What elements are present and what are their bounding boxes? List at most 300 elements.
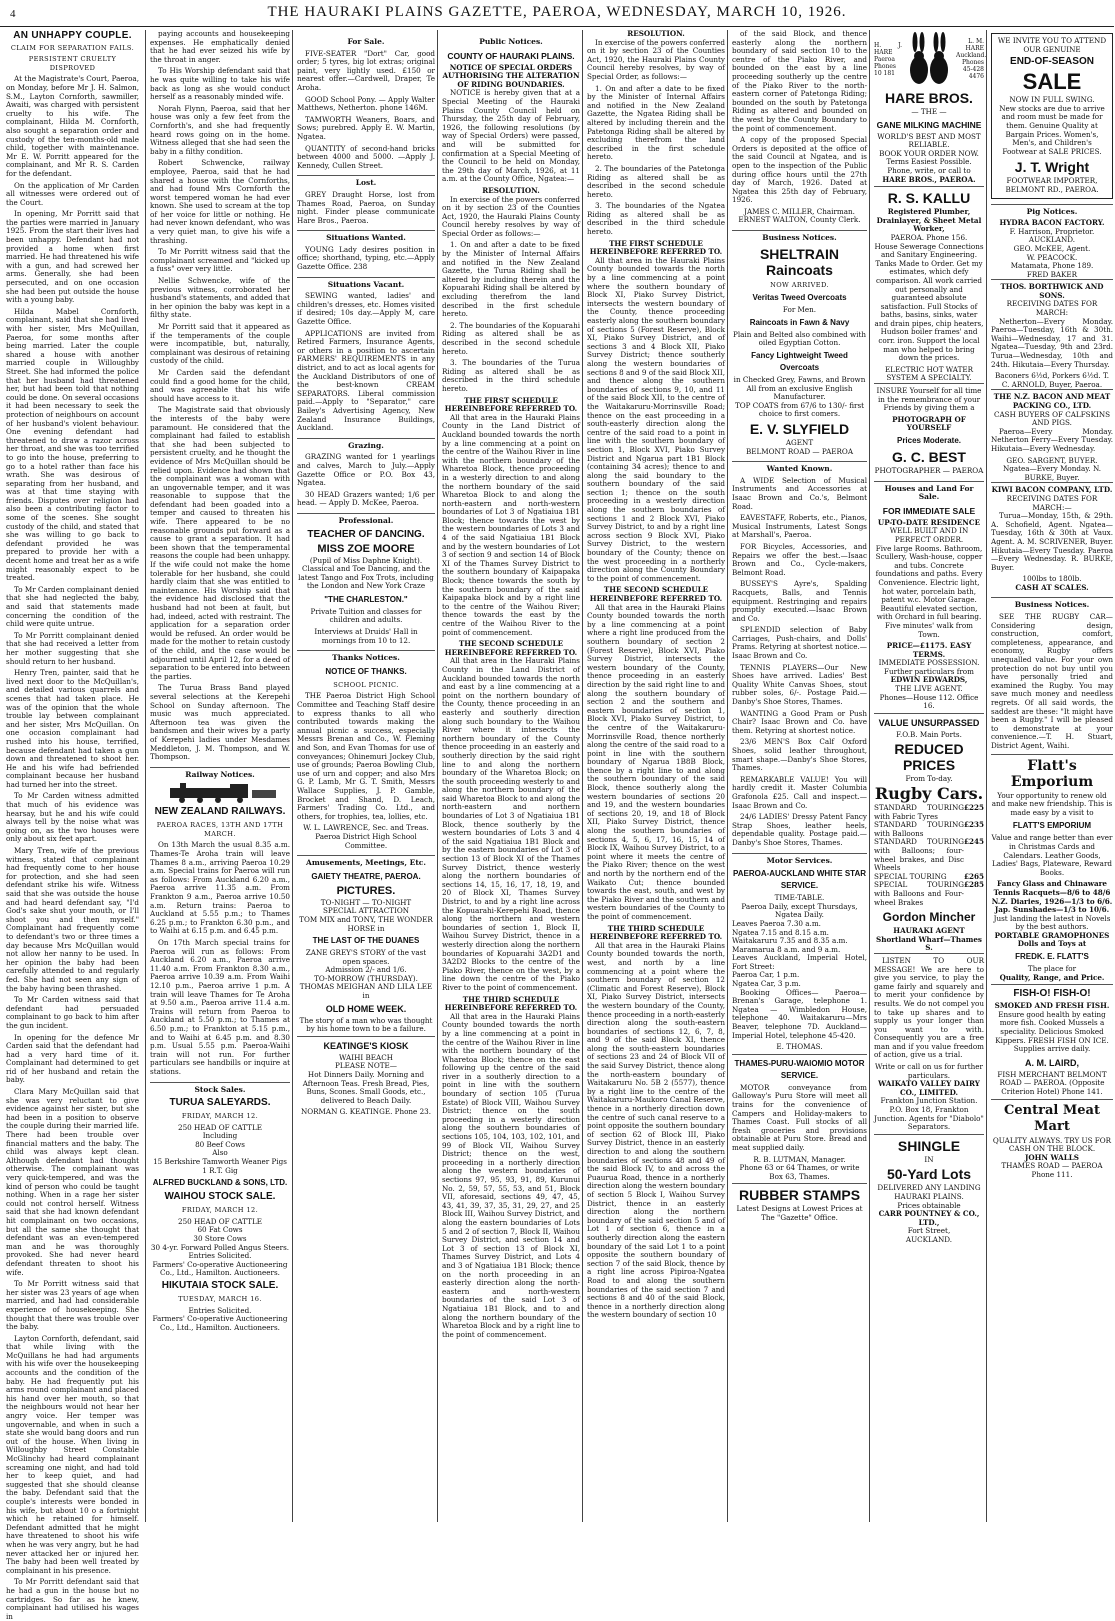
article-paragraph: To Mr Porritt witness said that her sister was 23 years of age when married, and had had considerable experience of housekeeping. She thought that there was trouble over the baby. <box>6 1279 139 1332</box>
list-item: Entries Solicited. <box>188 1251 252 1261</box>
reduced-prices: REDUCED PRICES <box>894 741 964 774</box>
sargent: GEO. SARGENT, BUYER. <box>1006 455 1098 465</box>
hare-left: H. J. HARE Paeroa Phones 10 181 <box>874 41 902 77</box>
frankton: Frankton Junction Station. P.O. Box 18, Frankton Junction. Agents for "Diabolo" Separators. <box>874 1096 984 1132</box>
live-agent: THE LIVE AGENT. <box>895 684 963 694</box>
notice-paragraph: All that area in the Hauraki Plains County in the Land District of Auckland bounded towards the north by a line commencing at a point on the centre of the Waihou River in line with the northern boundary of the Wharetoa Block, thence proceeding in a westerly direction to and along the northern boundary of the said Wharetoa Block to and along the north-eastern and north-western boundaries of Lot 3 of Ngatiaiua 1B1 Block; thence towards the west by the western boundaries of Lots 3 and 4 of the said Ngatiaiua 1B1 Block and by the western boundaries of Lot 3 of section 9 and section 14 of Block XI of the Thames Survey District to the southern boundary of Kaipapaka Block; thence towards the south by the southern boundary of the said Kaipapaka block and by a right line to the centre of the Waihou River; thence towards the east by the centre of the Waihou River to the point of commencement. <box>442 412 580 637</box>
kiwi: KIWI BACON COMPANY, LTD. <box>991 482 1113 495</box>
list-item: Maramarua 8 a.m. and 9 a.m. <box>732 944 841 954</box>
white-star-title: PAEROA-AUCKLAND WHITE STAR SERVICE. <box>732 869 867 891</box>
invite: WE INVITE YOU TO ATTEND OUR GENUINE <box>997 36 1107 54</box>
tomorrow: TO-MORROW (THURSDAY). <box>314 973 418 983</box>
ngatea-burke: Ngatea—Every Monday. N. BURKE, Buyer. <box>1002 464 1102 482</box>
film-description: The story of a man who was thought by his home town to be a failure. <box>299 1015 433 1034</box>
classified-ad: TAMWORTH Weaners, Boars, and Sows; purebred. Apply E. W. Martin, Ngatea. <box>297 114 435 141</box>
mincher-name: Gordon Mincher <box>882 910 976 925</box>
notice-heading: THE SECOND SCHEDULE HEREINBEFORE REFERRED TO. <box>444 639 578 657</box>
notice-paragraph: 2. The boundaries of the Kopuarahi Riding as altered shall be as described in the second schedule hereto. <box>442 320 580 356</box>
locomotive-icon <box>160 782 280 804</box>
railway-title: NEW ZEALAND RAILWAYS. <box>154 806 286 818</box>
thanks-title: NOTICE OF THANKS. <box>325 666 407 676</box>
notice-paragraph: 3. The boundaries of the Turua Riding as altered shall be as described in the third schedule hereto. <box>442 358 580 393</box>
shingle: SHINGLE <box>874 1134 984 1154</box>
section-wanted-known: Wanted Known. <box>732 461 867 474</box>
price-value: £265 <box>963 871 984 881</box>
auckland: AUCKLAND. <box>905 1234 953 1244</box>
article-paragraph: Clara Mary McQuillan said that she was very reluctant to give evidence against her sister, but she had been in a position to observe the couple during their married life. There had been trouble over financial matters and the baby. The child was always kept clean. Although defendant had thought otherwise. The complainant was very quick-tempered, and was the kind of person who could be taught nothing. When in a rage her sister could not control herself. Witness said that she had known defendant hit complainant on two occasions, but all the same she thought that defendant was an even-tempered man and he was thoroughly provoked. She had never heard defendant threaten to shoot his wife. <box>6 1087 139 1277</box>
classified-ad: EAVESTAFF, Roberts, etc., Pianos, Musical Instruments, Latest Songs at Marshall's, Paeroa. <box>732 513 867 540</box>
admission: Admission 2/- and 1/6. <box>325 965 407 975</box>
column-unhappy-couple <box>6 30 143 1621</box>
article-paragraph: At the Magistrate's Court, Paeroa, on Monday, before Mr J. H. Salmon, S.M., Layton Cornforth, sawmiller, Awaiti, was charged with persistent cruelty to his wife. The complainant, Hilda M. Cornforth, also sought a separation order and custody of the ten-months-old male child, together with maintenance. Mr E. W. Porritt appeared for the complainant, and Mr R. S. Carden for the defendant. <box>6 74 139 178</box>
article-paragraph: Henry Tren, painter, said that he lived next door to the McQuillan's, and detailed various quarrels and scenes that had taken place. He was of the opinion that the whole trouble lay between complainant and her sister, Mrs McQuillan. On one occasion complainant had rushed into his house, terrified, because defendant had taken a gun down and threatened to shoot her. He and his wife had befriended complainant because her husband had turned her into the street. <box>6 668 139 789</box>
article-paragraph: In opening for the defence Mr Carden said that the defendant had had a very hard time of it. Complainant had determined to get rid of her husband and retain the baby. <box>6 1032 139 1085</box>
mincher-sub: HAURAKI AGENT Shortland Wharf—Thames S. <box>876 926 982 953</box>
section-public-notices: Public Notices. <box>479 37 543 46</box>
kiwi-dates: Turua—Monday, 15th, & 29th. A. Schofield, Agent. Ngatea— Tuesday, 16th & 30th at Vaux. Agent. A. M. SCRIVENER, Buyer. Hikutaia—Every Tuesday. Paeroa—Every Wednesday. R. BURKE, Buyer. <box>991 511 1113 572</box>
immediate-sale: FOR IMMEDIATE SALE <box>882 505 976 516</box>
notice-paragraph: All that area in the Hauraki Plains County in the Land District of Auckland bounded towards the north and east by a line commencing at a point on the northern boundary of the County, thence proceeding in an easterly and southerly direction along such boundary to the Waihou River where it intersects the northern boundary of the County thence proceeding in an easterly and southerly direction by the said right line to and along the northern boundary of the Wharetoa Block; on the south proceeding westerly to and along the northern boundary of the said Wharetoa Block to and along the north-eastern and northern boundaries of Lot 3 of Ngatiaiua 1B1 Block, thence southerly by the western boundaries of Lots 3 and 4 of the said Ngatiaiua 1B1 Block and by the eastern boundaries of Lot 3 of section 13 of Block XI of the Thames Survey District, thence westerly along the northern boundaries of sections 14, 15, 16, 17, 18, 19, and 20 of Block XI, Thames Survey District, to and by a right line across the Kopuarahi-Kerepehi Road, thence along the northern and western boundaries of section 1, Block II, Waihou Survey District, thence in a westerly direction along the northern boundaries of Kopuarahi 3A2D1 and 3A2D2 Blocks to the centre of the Piako River, thence on the west, by a line down the centre of the Piako River to the point of commencement. <box>442 656 580 992</box>
hikutaia-entries: Entries Solicited. <box>188 1305 252 1315</box>
waihou-date: FRIDAY, MARCH 12. <box>181 1206 259 1215</box>
article-paragraph: To Mr Carden witness admitted that much of his evidence was hearsay, but he and his wife could always tell by the noise what was going on, as the two houses were only about six feet apart. <box>6 791 139 844</box>
price-label: SPECIAL TOURING <box>874 871 947 881</box>
classified-ad: 30 HEAD Grazers wanted; 1/6 per head. — Apply D. McKee, Paeroa. <box>297 489 435 508</box>
classified-ad: TENNIS PLAYERS—Our New Shoes have arrived. Ladies' Best Quality White Canvas Shoes, stout rubber soles, 6/-. Postage Paid.—Danby's Shoe Stores, Thames. <box>732 662 867 707</box>
now-arrived: NOW ARRIVED. <box>770 280 829 289</box>
column-seven <box>869 30 988 1522</box>
sale-title: SALE <box>1022 69 1082 95</box>
best-name: G. C. BEST <box>892 449 966 465</box>
railway-subtitle: PAEROA RACES, 13TH AND 17TH MARCH. <box>156 821 284 838</box>
notice-heading: THE FIRST SCHEDULE HEREINBEFORE REFERRED TO. <box>444 395 578 414</box>
section-stock-sales: Stock Sales. <box>150 1082 290 1095</box>
kiosk-text: Hot Dinners Daily. Morning and Afternoon Teas. Fresh Bread, Pies, Buns, Scones. Small Goods, etc., delivered to Beach Daily. <box>302 1070 430 1105</box>
classified-ad: GOOD School Pony. — Apply Walter Matthews, Netherton. phone 146M. <box>297 94 435 113</box>
for-men: For Men. <box>782 305 817 315</box>
topcoats: TOP COATS from 67/6 to 130/- first choice to first comers. <box>734 400 865 419</box>
flatt-text: Your opportunity to renew old and make new friendship. This is made easy by a visit to <box>991 790 1113 817</box>
classified-ad: SEWING wanted, ladies' and children's dresses, etc. Homes visited if desired; 10s day.—Apply M, care Gazette Office. <box>297 291 435 327</box>
electric-hot-water: ELECTRIC HOT WATER SYSTEM A SPECIALTY. <box>884 364 974 383</box>
booking-offices: Booking Offices— Paeroa—Brenan's Garage, telephone 1. Ngatea — Wimbledon House, telephone 40. Waitakaruru—Mrs Beaver, telephone 7D. Auckland—Imperial Hotel, telephone 45-420. <box>732 987 867 1040</box>
notice-title: NOTICE OF SPECIAL ORDERS AUTHORISING THE ALTERATION OF RIDING BOUNDARIES. <box>442 62 580 89</box>
article-paragraph: To Mr Porritt complainant denied that she had received a letter from her mother suggesting that she should return to her husband. <box>6 630 139 666</box>
quality: Quality, Range, and Price. <box>999 972 1105 982</box>
thanks-text: THE Paeroa District High School Committee and Teaching Staff desire to express thanks to all who contributed towards making the annual picnic a success, especially Messrs Brenan and Co., W. Fleming and Son, and Evan Thomas for use of conveyances; Ohinemuri Jockey Club, use of grounds; Paeroa Bowling Club, use of urn and copper; and also Mrs G. P. Lamb, Mr G. T. Smith, Messrs Wallace Supplies, J. P. Gamble, Brocket and Shand, D. Leach, Farmers' Trading Co. Ltd., and others, for trophies, tea, lollies, etc. <box>297 691 435 821</box>
section-motor-services: Motor Services. <box>732 853 867 866</box>
house-text: Five large Rooms. Bathroom, Scullery, Wash-house, copper and tubs. Concrete foundations and paths. Every Convenience. Electric light, hot water, porcelain bath, patent w.c. Motor Garage. Beautiful elevated section, with Orchard in full bearing. Five minutes' walk from Town. <box>875 543 983 639</box>
slyfield-name: E. V. SLYFIELD <box>749 421 850 437</box>
place: The place for <box>1027 964 1077 974</box>
farmers-auctioneers: Farmers' Co-operative Auctioneering Co., Ltd., Hamilton. Auctioneers. <box>152 1314 288 1332</box>
notice-heading: THE THIRD SCHEDULE HEREINBEFORE REFERRED TO. <box>589 923 723 942</box>
subhead-claim: CLAIM FOR SEPARATION FAILS. <box>10 43 135 52</box>
dance-teacher-name: MISS ZOE MOORE <box>317 542 415 555</box>
list-item: 1 R.T. Gig <box>202 1165 238 1175</box>
section-situations-vacant: Situations Vacant. <box>297 277 435 290</box>
price-row <box>874 804 984 821</box>
thames-road: THAMES ROAD — PAEROA Phone 111. <box>1001 1161 1103 1179</box>
worlds-best: WORLD'S BEST AND MOST RELIABLE. <box>877 131 981 150</box>
fob: F.O.B. Main Ports. <box>896 729 962 739</box>
kiosk-title: KEATINGE'S KIOSK <box>297 1036 435 1052</box>
classified-ad: YOUNG Lady desires position in office; shorthand, typing, etc.—Apply Gazette Office. 238 <box>297 244 435 272</box>
list-item: 60 Fat Cows <box>197 1225 243 1235</box>
signature-clerk: ERNEST WALTON, County Clerk. <box>738 215 861 225</box>
masthead <box>0 0 1114 27</box>
gane-title: GANE MILKING MACHINE <box>876 119 982 130</box>
list-item: 15 Berkshire Tamworth Weaner Pigs <box>153 1157 287 1167</box>
nz-dates: Paeroa—Every Monday. Netherton Ferry—Every Tuesday. Hikutaia—Every Wednesday. <box>991 426 1113 453</box>
write-call: Write or call on us for further particulars. <box>875 1062 983 1080</box>
price: PRICE—£1175. EASY TERMS. <box>886 641 972 659</box>
matamata: Matamata, Phone 189. <box>1010 261 1094 271</box>
classified-ad: SPLENDID selection of Baby Carriages, Push-chairs, and Dolls' Prams. Retyring at shortest notice.—Isaac Brown and Co. <box>732 625 867 661</box>
newspaper-title: THE HAURAKI PLAINS GAZETTE, PAEROA, WEDNESDAY, MARCH 10, 1926. <box>267 4 847 20</box>
gramophones: PORTABLE GRAMOPHONES <box>994 930 1110 940</box>
article-paragraph: To Mr Porritt defendant said that he had a gun in the house but no cartridges. So far as he knew, complainant had utilised his wages in <box>6 1577 139 1621</box>
fawn-navy: Raincoats in Fawn & Navy <box>749 317 850 327</box>
belmont-road: BELMONT ROAD — PAEROA <box>745 446 854 456</box>
section-grazing: Grazing. <box>297 438 435 451</box>
cash-buyers: CASH BUYERS OF CALFSKINS AND PIGS. <box>993 409 1111 428</box>
daily: Paeroa Daily, except Thursdays, Ngatea Daily. <box>741 901 858 920</box>
motor-text: MOTOR conveyance from Galloway's Puru Store will meet all trains for the convenience of Campers and Holiday-makers to Thames Coast. Full stocks of all fresh groceries and provisions obtainable at Puru Store. Bread and meat supplied daily. <box>732 1082 867 1152</box>
county-title: COUNTY OF HAURAKI PLAINS. <box>447 50 575 61</box>
rubber-stamps-sub: Latest Designs at Lowest Prices at The "Gazette" Office. <box>736 1204 863 1222</box>
list-item: Waitakaruru 7.35 and 8.35 a.m. <box>732 936 848 946</box>
notice-paragraph: All that area in the Hauraki Plains County bounded towards the north by a line commencing at a point in the centre of the Waihou River in line with the northern boundary of the Wharetoa Block; thence on the east following up the centre of the said river in a southerly direction to a point in line with the southern boundary of section 105 (Turua Estate) of Block VIII, Waihou Survey District; thence on the south proceeding in a westerly direction along the southern boundaries of sections 105, 104, 103, 102, 101, and 99 of Block VII, Waihou Survey District; thence on the west, proceeding in a northerly direction along the western boundaries of sections 97, 95, 93, 91, 89, Kurunui No. 2, 59, 57, 55, 53, and 51, Block VII, aforesaid, sections 49, 47, 45, 43, 41, 39, 37, 35, 31, 29, 27, and 25 Block III, Waihou Survey District, and along the eastern boundaries of Lots 5 and 2 of section 7, Block II, Waihou Survey District, and section 14 and Lot 3 of section 13 of Block XI, Thames Survey District, and Lots 4 and 3 of Ngatiaiua 1B1 Block; thence on the north proceeding in an easterly direction along the north-eastern and north-western boundaries of the said Lot 3 of Ngatiaiua 1B1 Block, and to and along the northern boundary of the Wharetoa Block and by a right line to the point of commencement. <box>442 1011 580 1339</box>
possession: IMMEDIATE POSSESSION. <box>878 658 980 668</box>
article-paragraph: On the application of Mr Carden all witnesses were ordered out of the Court. <box>6 180 139 207</box>
list-item: Ngatea Car, 3 p.m. <box>732 979 801 989</box>
lutman-phone: Phone 63 or 64 Thames, or write Box 63, Thames. <box>739 1163 860 1181</box>
peacock: W. PEACOCK. <box>1026 252 1078 262</box>
dolls: Dolls and Toys at <box>1017 939 1087 949</box>
farmers-auctioneers: Farmers' Co-operative Auctioneering Co., Ltd., Hamilton. Auctioneers. <box>152 1259 288 1278</box>
column-eight <box>986 30 1115 1522</box>
edwards-phones: Phones—House 112. Office 16. <box>879 692 979 711</box>
insure-text: INSURE Yourself for all time in the remembrance of your Friends by giving them a <box>874 383 984 413</box>
column-six <box>727 30 871 1522</box>
now-full-swing: NOW IN FULL SWING. <box>1009 95 1095 105</box>
price-row <box>874 881 984 907</box>
article-paragraph: Hilda Mabel Cornforth, complainant, said that she had lived with her sister, Mrs McQuillan, Paeroa, for some months after being married. Later the couple shared a house with another married couple in Willoughby Street. She had informed the police that her husband had threatened her, but had been told that nothing could be done. On several occasions it had been necessary to seek the protection of neighbours on account of her husband's violent behaviour. One evening defendant had threatened to draw a razor across her throat, and she was too terrified to go into the house, preferring to go to a hotel rather than face his wrath. She was desirous of separating from her husband, and was at that time staying with friends. Disputes over religion had also been a contributing factor to some of the scenes. She sought custody of the child, and stated that she was willing to go back to defendant provided he was prepared to provide her with a decent home and treat her as a wife might reasonably expect to be treated. <box>6 306 139 583</box>
exclusive: All from an exclusive English Manufacturer. <box>746 383 853 402</box>
article-paragraph: Mary Tren, wife of the previous witness, stated that complainant had frequently come to her house for protection, and she had seen defendant strike his wife. Witness said that she was outside the house and had heard defendant say, "I'd God's sake shut your mouth, or I'll shoot you and then myself." Complainant had frequently come to defendant's two or three times a day because Mrs McQuillan would not allow her nanny to be used. In her opinion the baby had been carefully attended to and regularly fed. She had not seen any sign of the baby having been thrashed. <box>6 846 139 993</box>
headline-unhappy-couple: AN UNHAPPY COUPLE. <box>13 30 132 41</box>
article-paragraph: In opening, Mr Porritt said that the parties were married in January 1925. From the start their lives had been unhappy. Defendant had not provided a home when first married. He had threatened his wife with a gun, and had screwed her arms. Generally, she had been persecuted, and on one occasion she had been put outside the house with a young baby. <box>6 209 139 305</box>
fancy-glass: Fancy Glass and Chinaware <box>997 879 1107 889</box>
notice-heading: RESOLUTION. <box>482 185 540 195</box>
article-paragraph: The Turua Brass Band played several selections at the Kerepehi School on Sunday afternoon. The music was much appreciated. Afternoon tea was given the bandsmen and their wives by a party of Kerepehi ladies under Mesdames Meddleton, J. M. Thompson, and W. Thompson. <box>150 683 290 762</box>
plain-belted: Plain and Belted also combined with oiled Egyptian Cotton. <box>733 329 866 348</box>
photograph: PHOTOGRAPH OF YOURSELF <box>892 414 966 433</box>
rugby-cars: Rugby Cars. <box>874 784 984 804</box>
section-amusements: Amusements, Meetings, Etc. <box>297 855 435 868</box>
tonight: TO-NIGHT — TO-NIGHT <box>320 897 412 907</box>
borthwick: THOS. BORTHWICK AND SONS. <box>991 279 1113 300</box>
classified-ad: A WIDE Selection of Musical Instruments and Accessories at Isaac Brown and Co.'s, Belmont Road. <box>732 475 867 511</box>
checked: in Checked Grey, Fawns, and Brown <box>733 375 866 385</box>
classified-ad: 23/6 MEN'S Box Calf Oxford Shoes, solid leather throughout, smart shape.—Danby's Shoe Stores, Thames. <box>732 737 867 773</box>
waihi-beach: WAIHI BEACH <box>339 1052 393 1062</box>
prices-moderate: Prices Moderate. <box>896 436 962 445</box>
notice-paragraph: 3. The boundaries of the Ngatea Riding as altered shall be as described in the third schedule hereto. <box>587 201 725 237</box>
notice-paragraph: In exercise of the powers conferred on it by section 23 of the Counties Act, 1920, the Hauraki Plains County Council hereby resolves by way of Special Order as follows:— <box>442 194 580 238</box>
list-item: Leaves Paeroa 7.30 a.m. <box>732 918 821 928</box>
footwear: FOOTWEAR IMPORTER, BELMONT RD., PAEROA. <box>1005 176 1099 194</box>
quality-always: QUALITY ALWAYS. TRY US FOR CASH ON THE BLOCK. <box>992 1135 1112 1154</box>
fish-title: FISH-O! FISH-O! <box>991 984 1113 1000</box>
lbs: 100lbs to 180lb. <box>1022 574 1082 584</box>
walls: JOHN WALLS <box>1024 1152 1079 1162</box>
classified-ad: 24/6 LADIES' Dressy Patent Fancy Strap Shoes, leather heels, dependable quality. Postage paid.—Danby's Shoe Stores, Thames. <box>732 812 867 847</box>
zane-grey: ZANE GREY'S STORY of the vast open spaces. <box>305 948 427 966</box>
price-value: £235 <box>963 820 984 830</box>
meighan: THOMAS MEIGHAN AND LILA LEE in <box>299 982 433 1001</box>
puru-title: THAMES-PURU-WAIOMIO MOTOR SERVICE. <box>732 1054 867 1082</box>
article-paragraph: To Mr Carden complainant denied that she had neglected the baby, and said that statements made concerning the condition of the child were quite untrue. <box>6 584 139 629</box>
hare-paeroa: HARE BROS., PAEROA. <box>882 174 976 184</box>
list-item: 30 Store Cows <box>193 1234 247 1244</box>
value-unsurpassed: VALUE UNSURPASSED <box>874 713 984 729</box>
subhead-cruelty: PERSISTENT CRUELTY DISPROVED <box>28 55 117 72</box>
carr-pountney: CARR POUNTNEY & CO., LTD., <box>878 1209 980 1227</box>
column-classifieds <box>292 30 439 1522</box>
section-thanks: Thanks Notices. <box>297 650 435 663</box>
article-paragraph: Layton Cornforth, defendant, said that while living with the McQuillans he had had arguments with his wife over the housekeeping accounts and the condition of the baby. He had frequently put his arms round complainant and placed his hand over her mouth, so that the neighbours would not hear her angry voice. Her temper was ungovernable, and when in such a state she would bang doors and run out of the house. When living in Willoughby Street Constable McGlinchy had heard complainant screaming one night, and had told her to keep quiet, and had suggested that she should cleanse the baby. Defendant said that the couple's interests were bonded in his wife, but about 10 o a fortnight which he retained for himself. Defendant admitted that he might have threatened to shoot his wife when he was very angry, but he had never attacked her or injured her. The baby had been well treated by complainant in his presence. <box>6 1333 139 1575</box>
fish-merchant: FISH MERCHANT BELMONT ROAD — PAEROA. (Opposite Criterion Hotel) Phone 141. <box>997 1069 1107 1096</box>
hares-logo-icon <box>905 30 953 88</box>
sheltrain-title: SHELTRAIN Raincoats <box>759 245 840 278</box>
thanks-subtitle: SCHOOL PICNIC. <box>333 680 399 689</box>
article-paragraph: paying accounts and housekeeping expenses. He emphatically denied that he had ever seized his wife by the throat in anger. <box>150 29 290 64</box>
dance-craze: "THE CHARLESTON." <box>324 594 408 604</box>
section-railway-notices: Railway Notices. <box>150 767 290 780</box>
classified-ad: GRAZING wanted for 1 yearlings and calves, March to July.—Apply Gazette Office or P.O. Box 43, Ngatea. <box>297 452 435 488</box>
terms: Terms Easiest Possible. <box>886 157 972 167</box>
photographer: PHOTOGRAPHER — PAEROA <box>874 466 984 475</box>
receiving: RECEIVING DATES FOR MARCH: <box>1006 299 1098 318</box>
notice-paragraph: of the said Block, and thence easterly along the northern boundary of said section 10 to the centre of the Piako River, and bounded on the east by a line proceeding southerly up the centre of the Piako River to the north-eastern corner of Patetonga Riding; bounded on the south by Patetonga Riding as altered and bounded on the west by the County Boundary to the point of commencement. <box>732 29 867 133</box>
film-title: THE LAST OF THE DUANES <box>312 936 420 946</box>
price-label: SPECIAL TOURING with Balloons and Four-wheel Brakes <box>874 880 964 907</box>
page-number: 4 <box>10 8 17 20</box>
buckland-name: ALFRED BUCKLAND & SONS, LTD. <box>152 1178 288 1188</box>
sale-box <box>991 33 1113 199</box>
section-situations-wanted: Situations Wanted. <box>297 230 435 243</box>
column-resolution <box>582 30 729 1522</box>
agent: AGENT <box>785 438 814 447</box>
laird: A. M. LAIRD, <box>1025 1057 1079 1068</box>
section-lost: Lost. <box>297 175 435 188</box>
harrison: F. Harrison, Proprietor. AUCKLAND. <box>1009 226 1095 245</box>
kallu-text: House Sewerage Connections and Sanitary Engineering. Tanks Made to Order. Get my estimates, which defy comparison. All work carried out personally and guaranteed absolute satisfaction. Full Stocks of baths, basins, sinks, water and drain pipes, chip heaters, Hudson boiler frames' and corr. iron. Support the local man who helped to bring down the prices. <box>874 241 984 363</box>
price-value: £225 <box>963 803 984 813</box>
dance-interviews: Interviews at Druids' Hall in mornings from 10 to 12. <box>314 627 418 645</box>
cash-scales: CASH AT SCALES. <box>1015 582 1089 592</box>
dance-pupil: (Pupil of Miss Daphne Knight). <box>309 555 423 565</box>
in: IN <box>924 1154 934 1164</box>
book-order: BOOK YOUR ORDER NOW. <box>879 148 979 158</box>
article-paragraph: To Mr Porritt witness said that the complainant screamed and "kicked up a fuss" over very little. <box>150 247 290 274</box>
classified-ad: QUANTITY of second-hand bricks between 4000 and 5000. —Apply J. Kennedy, Cullen Street. <box>297 143 435 170</box>
central-meat: Central Meat Mart <box>991 1099 1113 1135</box>
kallu-name: R. S. KALLU <box>874 186 984 206</box>
hikutaia-title: HIKUTAIA STOCK SALE. <box>161 1280 279 1291</box>
railway-paragraph: On 17th March special trains for Paeroa will run as follows: From Auckland 6.20 a.m., Paeroa arrive 11.40 a.m. From Frankton 8.30 a.m., Paeroa arrive 10.39 a.m. From Waihi 12.10 p.m., Paeroa arrive 1 p.m. A train will leave Thames for Te Aroha at 9.50 a.m., Paeroa arrive 11.4 a.m. Trains will return from Paeroa to Auckland at 5.50 p.m.; to Thames at 6.50 p.m.; to Frankton at 5.15 p.m., and to Waihi at 6.45 p.m. and 8.30 p.m. Usual 5.55 p.m. Paeroa-Waihi train will not run. For further particulars see handbills or inquire at stations. <box>150 938 290 1076</box>
list-item: 250 HEAD OF CATTLE <box>178 1122 262 1132</box>
mckee: GEO. McKEE, Agent. <box>1013 243 1091 253</box>
rugby-car-ad: SEE THE RUGBY CAR—Considering design, construction, comfort, completeness, appearance, and economy, Rugby offers unequalled value. For your own protection do not buy until you have personally tried and examined the Rugby. You may save much money and needless regrets. Of all said words, the saddest are these: "It might have been a Rugby." I will be pleased to demonstrate at your convenience.—T. H. Stuart, District Agent, Waihi. <box>991 612 1113 750</box>
prices-obtainable: Prices obtainable <box>897 1200 961 1210</box>
fredk: FREDK. E. FLATT'S <box>1015 952 1089 962</box>
price-label: STANDARD TOURING with Balloons; four-wheel brakes, and Disc Wheels <box>874 837 964 873</box>
hare-bros-title: HARE BROS. <box>885 90 973 106</box>
kiosk-signature: NORMAN G. KEATINGE. Phone 23. <box>300 1107 432 1117</box>
list-item: Leaves Auckland, Imperial Hotel, Fort Street: <box>732 953 867 971</box>
ethomas: E. THOMAS. <box>776 1042 823 1052</box>
notice-paragraph: NOTICE is hereby given that at a Special Meeting of the Hauraki Plains County Council held on Thursday, the 25th day of February, 1926, the following resolutions (by way of Special Orders) were passed, and will be submitted for confirmation at a Special Meeting of the Council to be held on Monday, the 29th day of March, 1926, at 11 a.m. at the County Office, Ngatea:— <box>442 88 580 184</box>
price-row <box>874 821 984 838</box>
section-houses-land: Houses and Land For Sale. <box>874 481 984 502</box>
section-for-sale: For Sale. <box>347 37 385 46</box>
classified-ad: WANTING a Good Pram or Push Chair? Isaac Brown and Co. have them. Retyring at shortest notice. <box>732 708 867 735</box>
notice-paragraph: In exercise of the powers conferred on it by section 23 of the Counties Act, 1920, the Hauraki Plains County Council hereby resolves, by way of Special Order, as follows:— <box>587 37 725 81</box>
nzbacon: THE N.Z. BACON AND MEAT PACKING CO., LTD. <box>991 389 1113 410</box>
resolution-title: RESOLUTION. <box>627 29 685 38</box>
end-of-season: END-OF-SEASON <box>1010 56 1094 68</box>
special-attraction: SPECIAL ATTRACTION <box>322 906 410 916</box>
baconers: Baconers 6½d, Porkers 6½d. T. C. ARNOLD, Buyer, Paeroa. <box>995 371 1109 389</box>
kallu-phone: PAEROA. Phone 156. <box>890 232 968 242</box>
article-paragraph: Nellie Schwencke, wife of the previous witness, corroborated her husband's statements, and added that in her opinion the baby was kept in a filthy state. <box>150 276 290 320</box>
dance-text: Classical and Toe Dancing, and the latest Tango and Fox Trots, including the London and New York Craze <box>298 564 434 591</box>
diaries: N.Z. Diaries, 1926—1/3 to 6/6. <box>991 896 1113 906</box>
article-paragraph: Robert Schwencke, railway employee, Paeroa, said that he had shared a house with the Cornforths, and had found Mrs Cornforth the worst tempered woman he had ever known. She used to scream at the top of her voice for little or nothing. He had never known defendant, who was a very quiet man, to give his wife a thrashing. <box>150 158 290 245</box>
phone-write: Phone, write, or call to <box>887 165 971 175</box>
notice-paragraph: A copy of the proposed Special Orders is deposited at the office of the said Council at Ngatea, and is open to the inspection of the Public during office hours until the 27th day of March, 1926. Dated at Ngatea this 25th day of February, 1926. <box>732 135 867 205</box>
from-today: From To-day. <box>905 774 953 784</box>
notice-paragraph: 2. The boundaries of the Patetonga Riding as altered shall be as described in the second schedule hereto. <box>587 163 725 199</box>
kallu-sub: Registered Plumber, Drainlayer, & Sheet Metal Worker, <box>876 207 982 234</box>
tom-mix: TOM MIX and TONY, THE WONDER HORSE in <box>299 914 433 933</box>
price-row <box>874 838 984 872</box>
rubber-stamps: RUBBER STAMPS <box>732 1183 867 1203</box>
hare-right: L. M. HARE Auckland. Phones 45-428 4476 <box>956 38 987 80</box>
dance-title: TEACHER OF DANCING. <box>307 528 425 540</box>
kiwi-receiving: RECEIVING DATES FOR MARCH:— <box>1006 493 1098 512</box>
list-item: Also <box>212 1148 228 1158</box>
jap: Jap. Sunshades—1/3 to 10/6. <box>994 905 1110 915</box>
fancy-tweed: Fancy Lightweight Tweed Overcoats <box>751 351 848 373</box>
landing: Just landing the latest in Novels by the best authors. <box>993 913 1111 932</box>
article-paragraph: Norah Flynn, Paeroa, said that her house was only a few feet from the Cornforth's, and she had frequently heard rows going on in the home. Witness alleged that she had seen the baby in a filthy condition. <box>150 103 290 156</box>
column-public-notices <box>437 30 584 1522</box>
classified-ad: FIVE-SEATER "Dort" Car, good order; 5 tyres, big lot extras; original paint, very lightly used. £150 or nearest offer.—Cardwell, Draper, Te Aroha. <box>297 48 435 92</box>
flatt-text2: Value and range better than ever in Christmas Cards and Calendars. Leather Goods, Ladies' Bags, Plateware, Reward Books. <box>991 833 1113 877</box>
turua-date: FRIDAY, MARCH 12. <box>181 1112 259 1121</box>
classified-ad: APPLICATIONS are invited from Retired Farmers, Insurance Agents, or others in a position to ascertain FARMERS' REQUIREMENTS in any district, and to act as local agents for the Auckland Distributors of one of the best-known CREAM SEPARATORS. Liberal commission paid.—Apply to "Separator," care Bailey's Advertising Agency, New Zealand Insurance Buildings, Auckland. <box>297 328 435 433</box>
delivered: DELIVERED ANY LANDING HAURAKI PLAINS. <box>877 1183 981 1201</box>
the: — THE — <box>911 107 947 116</box>
uptodate: UP-TO-DATE RESIDENCE <box>877 517 981 527</box>
notice-heading: THE SECOND SCHEDULE HEREINBEFORE REFERRED TO. <box>589 585 723 603</box>
lutman: R. B. LUTMAN, Manager. <box>753 1154 846 1164</box>
column-two <box>145 30 294 1522</box>
edwards: EDWIN EDWARDS, <box>890 675 968 685</box>
notice-paragraph: All that area in the Hauraki Plains County bounded towards the north, west, and north by a line commencing at a point where the southern boundary of section 12 (Climatic and Forest Reserve), Block XI, Piako Survey District, intersects the western boundary of the County, thence proceeding in a north-easterly direction along the south-eastern boundaries of sections 12, 6, 7, 8, and 9 of the said Block XI, thence along the south-eastern boundaries of sections 23 and 24 of Block VII of the said Survey District, thence along the north-eastern boundary of Waitakaruru No. 5B 2 (5577), thence by a right line to the centre of the Waitakaruru-Maukoro Canal Reserve, thence in a northerly direction down the centre of such canal reserve to a point opposite the southern boundary of section 62 of Block III, Piako Survey District, thence in an easterly direction to and along the southern boundaries of sections 48 and 49 of the said Block IV, to and across the Puaurua Road, thence in a northerly direction along the western boundary of section 5 Block I, Waihou Survey District, thence in an easterly direction along the northern boundary of the said section 5 and of Lot 1 of section 6, thence in a southerly direction along the eastern boundary of the said Lot 1 to a point opposite the southern boundary of section 7 of the said Block, thence by a right line across Pipiroa-Ngatea Road to and along the southern boundaries of the said section 7 and sections 8 and 40 of the said Block, thence in a northerly direction along the western boundary of section 10 <box>587 940 725 1320</box>
classified-ad: REMARKABLE VALUE! You will hardly credit it. Master Columbia Grafonola £25. Call and inspect.—Isaac Brown and Co. <box>732 774 867 810</box>
gaiety-theatre: GAIETY THEATRE, PAEROA. <box>311 871 421 881</box>
pictures-title: PICTURES. <box>336 884 396 897</box>
listen-text: LISTEN TO OUR MESSAGE! We are here to give you service, to play the game fairly and squarely and to merit your confidence by results. We do not compel you to take up shares and to supply us your longer than you want to with. Consequently you are a free man and if you value freedom of action, give us a trial. <box>874 953 984 1060</box>
smoked: SMOKED AND FRESH FISH. <box>994 1001 1110 1011</box>
tennis: Tennis Racquets—8/6 to 48/6 <box>993 887 1111 897</box>
film-title: OLD HOME WEEK. <box>325 1003 407 1014</box>
list-item: 30 4-yr. Forward Polled Angus Steers. <box>150 1242 290 1252</box>
article-paragraph: To His Worship defendant said that he was quite willing to take his wife back as long as she would conduct herself as a reasonably minded wife. <box>150 66 290 102</box>
waihou-title: WAIHOU STOCK SALE. <box>164 1191 276 1203</box>
waikato-dairy: WAIKATO VALLEY DAIRY CO., LIMITED. <box>878 1079 980 1097</box>
classified-ad: BUSSEY'S Ayre's, Spalding Racquets, Balls, and Tennis equipment. Restringing and repairs promptly executed.—Isaac Brown and Co. <box>732 579 867 623</box>
flatt-title: Flatt's Emporium <box>991 754 1113 790</box>
further: Further particulars from <box>884 666 974 676</box>
section-pig-notices: Pig Notices. <box>991 204 1113 217</box>
yard-lots: 50-Yard Lots <box>886 1166 972 1183</box>
wright-name: J. T. Wright <box>1014 159 1090 176</box>
section-business-notices: Business Notices. <box>732 230 867 243</box>
flatt-emporium: FLATT'S EMPORIUM <box>1012 821 1092 831</box>
dance-tuition: Private Tuition and classes for children and adults. <box>310 606 422 625</box>
well-built: WELL BUILT AND IN PERFECT ORDER. <box>889 526 969 544</box>
article-paragraph: To Mr Carden witness said that defendant had persuaded complainant to go back to him after the gun incident. <box>6 995 139 1030</box>
turua-title: TURUA SALEYARDS. <box>169 1097 271 1109</box>
price-label: STANDARD TOURING with Fabric Tyres <box>874 803 964 821</box>
price-value: £245 <box>963 837 984 847</box>
baker: FRED BAKER <box>1026 269 1078 279</box>
article-paragraph: Mr Porritt said that it appeared as if the temperaments of the couple were incompatible, but, naturally, complainant was desirous of retaining custody of the child. <box>150 322 290 366</box>
sale-text: New stocks are due to arrive and room must be made for them. Genuine Quality at Bargain Prices. Women's, Men's, and Children's Footwear at SALE PRICES. <box>999 103 1105 156</box>
signature-chairman: JAMES C. MILLER, Chairman. <box>744 206 855 216</box>
article-paragraph: The Magistrate said that obviously the interests of the baby were paramount. He considered that the complainant had failed to establish that she had been subjected to persistent cruelty, and he thought the evidence of Mrs McQuillan should be relied upon. Evidence had shown that the complainant was a woman with an ungovernable temper, and it was reasonable to suppose that the defendant had been goaded into a temper and caused to threaten his wife. There appeared to be no reasonable grounds put forward as a cause to grant a separation. It had been shown that the temperamental reasons the couple had been unhappy. If the wife could not make the home tolerable for her husband, she could hardly claim that she was entitled to maintenance. His Worship said that the evidence had disclosed that the husband had not been at fault, but had, indeed, acted with restraint. The application for a separation order would be refused. An order would be made for the mother to retain custody of the child, and the case would be adjourned until April 12, for a deed of separation to be entered into between the parties. <box>150 405 290 681</box>
list-item: Including <box>202 1131 238 1141</box>
hydra: HYDRA BACON FACTORY. <box>999 218 1105 228</box>
thanks-signature: W. L. LAWRENCE, Sec. and Treas. Paeroa District High School Committee. <box>303 823 429 850</box>
section-professional: Professional. <box>297 513 435 526</box>
fort-street: Fort Street, <box>907 1226 951 1236</box>
article-paragraph: Mr Carden said the defendant could find a good home for the child, and was agreeable that his wife should have access to it. <box>150 367 290 403</box>
list-item: Ngatea 7.15 and 8.15 a.m. <box>732 927 829 937</box>
list-item: 80 Beef Cows <box>195 1139 245 1149</box>
fish-text: Ensure good health by eating more fish. Cooked Mussels a speciality. Delicious Smoked Kippers. FRESH FISH ON ICE. Supplies arrive daily. <box>995 1009 1109 1054</box>
price-label: STANDARD TOURING with Balloons <box>874 820 964 838</box>
list-item: 250 HEAD OF CATTLE <box>178 1216 262 1226</box>
list-item: Paeroa Car, 1 p.m. <box>732 970 800 980</box>
railway-paragraph: On 13th March the usual 8.35 a.m. Thames-Te Aroha train will leave Thames 8 a.m., arriving Paeroa 10.29 a.m. Special trains for Paeroa will run as follows: From Auckland 6.20 a.m., Paeroa arrive 11.35 a.m. From Frankton 9 a.m., Paeroa arrive 10.50 a.m. Return trains: Paeroa to Auckland at 5.55 p.m.; to Thames 6.25 p.m.; to Frankton 6.30 p.m., and to Waihi at 6.15 p.m. and 6.45 p.m. <box>150 840 290 936</box>
classified-ad: FOR Bicycles, Accessories, and Repairs we offer the best.—Isaac Brown and Co., Cycle-makers, Belmont Road. <box>732 541 867 577</box>
veritas: Veritas Tweed Overcoats <box>752 293 847 303</box>
price-value: £285 <box>963 880 984 890</box>
hikutaia-date: TUESDAY, MARCH 16. <box>178 1295 262 1303</box>
notice-heading: THE THIRD SCHEDULE HEREINBEFORE REFERRED TO. <box>444 994 578 1013</box>
classified-ad: GREY Draught Horse, lost from Thames Road, Paeroa, on Sunday night. Finder please communicate Hare Bros., Paeroa. <box>297 189 435 225</box>
notice-paragraph: All that area in the Hauraki Plains County bounded towards the north by a line commencing at a point where a right line produced from the southern boundary of section 2 (Forest Reserve), Block XVI, Piako Survey District, intersects the western boundary of the County, thence proceeding in an easterly direction by the said right line to and along the southern boundary of section 2 and the southern and eastern boundaries of section 1, Block XVI, Piako Survey District, to the centre of the Waitakaruru-Morrinsville Road, thence northerly along the centre of the said road to a point in line with the southern boundary of Ngarua 1B8B Block, thence by a right line to and along the southern boundary of the said Block, thence southerly along the western boundaries of sections 20 and 19, and the western boundaries of sections 20, 19, and 18 of Block XII, Piako Survey District, thence along the southern boundaries of sections 4, 5, 6, 17, 16, 15, 14 of Block IX, Waihou Survey District, to a point where it meets the centre of the Piako River; thence on the west and north by the northern end of the Waikato Cut; thence bounded towards the east, south, and west by the Piako River and the southern and western boundaries of the County to the point of commencement. <box>587 602 725 921</box>
borthwick-dates: Netherton—Every Monday. Paeroa—Tuesday, 16th & 30th. Waihi—Wednesday, 17 and 31. Ngatea—Tuesday, 9th and 23rd. Turua—Wednesday, 10th and 24th. Hikutaia—Every Thursday. <box>991 316 1113 369</box>
notice-paragraph: 1. On and after a date to be fixed by the Minister of Internal Affairs and notified in the New Zealand Gazette, the Ngatea Riding shall be altered by including therein and the Patetonga Riding shall be altered by excluding therefrom the land described in the first schedule hereto. <box>587 83 725 162</box>
